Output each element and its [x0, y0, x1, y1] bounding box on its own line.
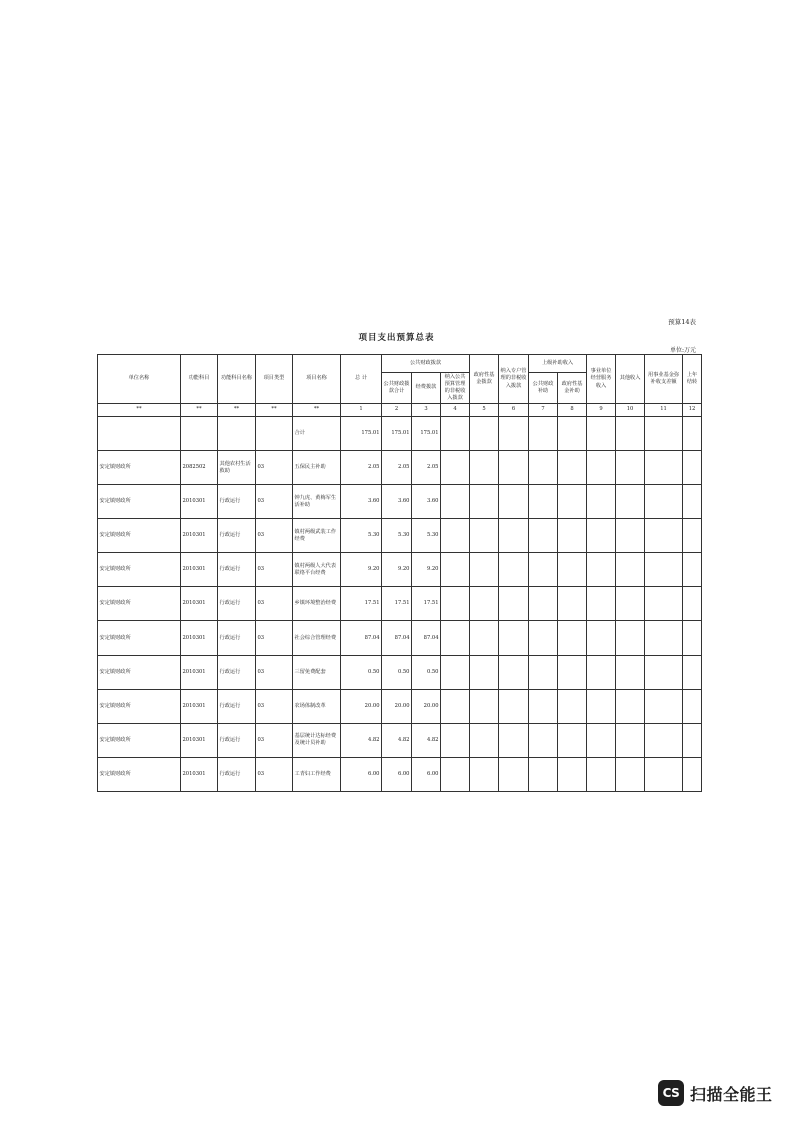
unit-name-cell: 安定镇财政所: [98, 587, 181, 621]
empty-cell: [499, 587, 529, 621]
empty-cell: [499, 757, 529, 791]
empty-cell: [529, 553, 558, 587]
index-cell: 9: [587, 404, 616, 417]
empty-cell: [441, 621, 470, 655]
empty-cell: [645, 655, 683, 689]
empty-cell: [558, 757, 587, 791]
empty-cell: [529, 723, 558, 757]
empty-cell: [558, 723, 587, 757]
header-pub-special: 纳入公共预算管理的非税收入拨款: [441, 373, 470, 404]
unit-name-cell: 安定镇财政所: [98, 621, 181, 655]
empty-cell: [441, 519, 470, 553]
header-proj-type: 项目类型: [256, 355, 293, 404]
table-row: [98, 485, 702, 519]
empty-cell: [181, 417, 218, 451]
total-pub-total: 175.01: [382, 417, 412, 451]
page-title: 项目支出预算总表: [358, 333, 435, 343]
empty-cell: [558, 655, 587, 689]
table-row: [98, 689, 702, 723]
total-cell: 20.00: [341, 689, 382, 723]
unit-label: 单位:万元: [669, 347, 696, 354]
total-cell: 0.50: [341, 655, 382, 689]
table-row: [98, 519, 702, 553]
empty-cell: [558, 689, 587, 723]
empty-cell: [645, 451, 683, 485]
pub-funds-cell: 17.51: [412, 587, 441, 621]
empty-cell: [645, 519, 683, 553]
proj-name-cell: 五保民主补助: [293, 451, 341, 485]
index-cell: 10: [616, 404, 645, 417]
empty-cell: [683, 757, 702, 791]
unit-name-cell: 安定镇财政所: [98, 757, 181, 791]
empty-cell: [587, 587, 616, 621]
pub-total-cell: 4.82: [382, 723, 412, 757]
empty-cell: [683, 417, 702, 451]
empty-cell: [218, 417, 256, 451]
header-higher-sub: 上级补助收入: [529, 355, 587, 373]
header-higher-pub: 公共财政补助: [529, 373, 558, 404]
empty-cell: [616, 553, 645, 587]
proj-type-cell: 03: [256, 757, 293, 791]
header-other-income: 其他收入: [616, 355, 645, 404]
empty-cell: [587, 621, 616, 655]
func-code-cell: 2082502: [181, 451, 218, 485]
unit-name-cell: 安定镇财政所: [98, 485, 181, 519]
header-carryover: 上年结转: [683, 355, 702, 404]
pub-total-cell: 17.51: [382, 587, 412, 621]
empty-cell: [587, 417, 616, 451]
empty-cell: [587, 757, 616, 791]
empty-cell: [256, 417, 293, 451]
empty-cell: [616, 621, 645, 655]
empty-cell: [499, 655, 529, 689]
empty-cell: [683, 723, 702, 757]
index-cell: 12: [683, 404, 702, 417]
empty-cell: [441, 723, 470, 757]
proj-name-cell: 镇村两级武装工作经费: [293, 519, 341, 553]
index-cell: 5: [470, 404, 499, 417]
func-code-cell: 2010301: [181, 587, 218, 621]
proj-type-cell: 03: [256, 621, 293, 655]
func-name-cell: 行政运行: [218, 723, 256, 757]
header-public-fin: 公共财政拨款: [382, 355, 470, 373]
empty-cell: [616, 485, 645, 519]
header-func-name: 功能科目名称: [218, 355, 256, 404]
func-code-cell: 2010301: [181, 519, 218, 553]
empty-cell: [587, 485, 616, 519]
index-cell: **: [218, 404, 256, 417]
table-row: [98, 655, 702, 689]
proj-name-cell: 社会综合管理经费: [293, 621, 341, 655]
empty-cell: [683, 519, 702, 553]
func-code-cell: 2010301: [181, 757, 218, 791]
func-name-cell: 其他农村生活救助: [218, 451, 256, 485]
empty-cell: [645, 689, 683, 723]
empty-cell: [683, 621, 702, 655]
proj-name-cell: 镇村两级人大代表联络平台经费: [293, 553, 341, 587]
empty-cell: [616, 723, 645, 757]
empty-cell: [441, 485, 470, 519]
total-cell: 3.60: [341, 485, 382, 519]
proj-name-cell: 三留免费配套: [293, 655, 341, 689]
empty-cell: [529, 519, 558, 553]
pub-total-cell: 20.00: [382, 689, 412, 723]
empty-cell: [499, 485, 529, 519]
empty-cell: [441, 417, 470, 451]
empty-cell: [645, 587, 683, 621]
empty-cell: [645, 417, 683, 451]
proj-type-cell: 03: [256, 689, 293, 723]
pub-funds-cell: 5.30: [412, 519, 441, 553]
empty-cell: [470, 485, 499, 519]
proj-type-cell: 03: [256, 451, 293, 485]
unit-name-cell: 安定镇财政所: [98, 519, 181, 553]
empty-cell: [683, 689, 702, 723]
empty-cell: [616, 757, 645, 791]
empty-cell: [470, 451, 499, 485]
empty-cell: [529, 655, 558, 689]
empty-cell: [499, 621, 529, 655]
empty-cell: [645, 757, 683, 791]
empty-cell: [558, 519, 587, 553]
empty-cell: [470, 417, 499, 451]
empty-cell: [98, 417, 181, 451]
header-fund-usage: 用事业基金弥补收支差额: [645, 355, 683, 404]
budget-table: [97, 354, 702, 792]
empty-cell: [587, 451, 616, 485]
empty-cell: [470, 587, 499, 621]
empty-cell: [616, 587, 645, 621]
empty-cell: [529, 485, 558, 519]
empty-cell: [683, 655, 702, 689]
proj-type-cell: 03: [256, 655, 293, 689]
header-row-1: [98, 355, 702, 373]
empty-cell: [441, 757, 470, 791]
empty-cell: [441, 451, 470, 485]
table-row: [98, 587, 702, 621]
empty-cell: [683, 485, 702, 519]
func-code-cell: 2010301: [181, 689, 218, 723]
pub-funds-cell: 4.82: [412, 723, 441, 757]
empty-cell: [529, 621, 558, 655]
empty-cell: [470, 723, 499, 757]
index-cell: 11: [645, 404, 683, 417]
unit-name-cell: 安定镇财政所: [98, 451, 181, 485]
proj-type-cell: 03: [256, 519, 293, 553]
index-cell: 1: [341, 404, 382, 417]
index-cell: **: [256, 404, 293, 417]
total-cell: 2.05: [341, 451, 382, 485]
empty-cell: [470, 553, 499, 587]
empty-cell: [529, 689, 558, 723]
header-pub-total: 公共财政拨款合计: [382, 373, 412, 404]
index-cell: 8: [558, 404, 587, 417]
func-name-cell: 行政运行: [218, 519, 256, 553]
pub-funds-cell: 20.00: [412, 689, 441, 723]
total-cell: 87.04: [341, 621, 382, 655]
index-cell: **: [293, 404, 341, 417]
empty-cell: [441, 587, 470, 621]
empty-cell: [499, 689, 529, 723]
unit-name-cell: 安定镇财政所: [98, 723, 181, 757]
index-row: [98, 404, 702, 417]
empty-cell: [441, 689, 470, 723]
total-label: 合计: [293, 417, 341, 451]
empty-cell: [587, 723, 616, 757]
empty-cell: [616, 655, 645, 689]
proj-name-cell: 工青妇工作经费: [293, 757, 341, 791]
proj-name-cell: 基层统计达标经费及统计员补助: [293, 723, 341, 757]
empty-cell: [470, 621, 499, 655]
unit-name-cell: 安定镇财政所: [98, 655, 181, 689]
empty-cell: [558, 417, 587, 451]
empty-cell: [499, 417, 529, 451]
empty-cell: [683, 553, 702, 587]
watermark-text: 扫描全能王: [690, 1084, 773, 1104]
pub-total-cell: 2.05: [382, 451, 412, 485]
empty-cell: [683, 451, 702, 485]
index-cell: 4: [441, 404, 470, 417]
pub-funds-cell: 6.00: [412, 757, 441, 791]
empty-cell: [645, 553, 683, 587]
table-row: [98, 757, 702, 791]
index-cell: 2: [382, 404, 412, 417]
func-name-cell: 行政运行: [218, 757, 256, 791]
empty-cell: [470, 655, 499, 689]
func-code-cell: 2010301: [181, 655, 218, 689]
pub-total-cell: 9.20: [382, 553, 412, 587]
pub-total-cell: 6.00: [382, 757, 412, 791]
func-code-cell: 2010301: [181, 621, 218, 655]
empty-cell: [683, 587, 702, 621]
empty-cell: [587, 553, 616, 587]
proj-type-cell: 03: [256, 723, 293, 757]
empty-cell: [499, 519, 529, 553]
table-row: [98, 553, 702, 587]
empty-cell: [616, 451, 645, 485]
total-pub-funds: 175.01: [412, 417, 441, 451]
header-special-acct: 纳入专户管理的非税收入拨款: [499, 355, 529, 404]
empty-cell: [499, 723, 529, 757]
proj-type-cell: 03: [256, 485, 293, 519]
table-row: [98, 451, 702, 485]
header-higher-gov: 政府性基金补助: [558, 373, 587, 404]
empty-cell: [558, 587, 587, 621]
empty-cell: [529, 757, 558, 791]
empty-cell: [470, 689, 499, 723]
unit-name-cell: 安定镇财政所: [98, 689, 181, 723]
func-code-cell: 2010301: [181, 485, 218, 519]
empty-cell: [616, 417, 645, 451]
pub-funds-cell: 3.60: [412, 485, 441, 519]
index-cell: 6: [499, 404, 529, 417]
total-cell: 6.00: [341, 757, 382, 791]
index-cell: 7: [529, 404, 558, 417]
total-amount: 175.01: [341, 417, 382, 451]
unit-name-cell: 安定镇财政所: [98, 553, 181, 587]
header-func-code: 功能科目: [181, 355, 218, 404]
empty-cell: [645, 621, 683, 655]
empty-cell: [529, 587, 558, 621]
proj-name-cell: 农场体制改革: [293, 689, 341, 723]
header-unit-name: 单位名称: [98, 355, 181, 404]
empty-cell: [558, 553, 587, 587]
pub-funds-cell: 9.20: [412, 553, 441, 587]
total-row: [98, 417, 702, 451]
proj-type-cell: 03: [256, 587, 293, 621]
total-cell: 4.82: [341, 723, 382, 757]
total-cell: 17.51: [341, 587, 382, 621]
empty-cell: [441, 553, 470, 587]
func-name-cell: 行政运行: [218, 621, 256, 655]
proj-type-cell: 03: [256, 553, 293, 587]
cs-logo-icon: CS: [658, 1080, 684, 1106]
empty-cell: [616, 689, 645, 723]
empty-cell: [616, 519, 645, 553]
empty-cell: [558, 621, 587, 655]
func-code-cell: 2010301: [181, 723, 218, 757]
index-cell: 3: [412, 404, 441, 417]
func-name-cell: 行政运行: [218, 655, 256, 689]
table-row: [98, 723, 702, 757]
empty-cell: [470, 519, 499, 553]
empty-cell: [587, 655, 616, 689]
empty-cell: [587, 519, 616, 553]
pub-funds-cell: 0.50: [412, 655, 441, 689]
total-cell: 5.30: [341, 519, 382, 553]
header-total: 总 计: [341, 355, 382, 404]
empty-cell: [470, 757, 499, 791]
func-name-cell: 行政运行: [218, 587, 256, 621]
pub-total-cell: 87.04: [382, 621, 412, 655]
header-pub-funds: 经费拨款: [412, 373, 441, 404]
func-code-cell: 2010301: [181, 553, 218, 587]
document-number: 预算14表: [668, 318, 696, 326]
empty-cell: [645, 485, 683, 519]
pub-funds-cell: 2.05: [412, 451, 441, 485]
index-cell: **: [181, 404, 218, 417]
func-name-cell: 行政运行: [218, 553, 256, 587]
proj-name-cell: 钟九虎、黄梅军生活补助: [293, 485, 341, 519]
empty-cell: [558, 451, 587, 485]
proj-name-cell: 乡镇环境整治经费: [293, 587, 341, 621]
total-cell: 9.20: [341, 553, 382, 587]
pub-funds-cell: 87.04: [412, 621, 441, 655]
func-name-cell: 行政运行: [218, 689, 256, 723]
header-proj-name: 项目名称: [293, 355, 341, 404]
header-gov-fund: 政府性基金拨款: [470, 355, 499, 404]
table-row: [98, 621, 702, 655]
scanner-watermark: [658, 1080, 773, 1106]
empty-cell: [529, 417, 558, 451]
empty-cell: [645, 723, 683, 757]
pub-total-cell: 3.60: [382, 485, 412, 519]
pub-total-cell: 0.50: [382, 655, 412, 689]
func-name-cell: 行政运行: [218, 485, 256, 519]
empty-cell: [441, 655, 470, 689]
empty-cell: [499, 553, 529, 587]
empty-cell: [499, 451, 529, 485]
header-inst-income: 事业单位经营服务收入: [587, 355, 616, 404]
empty-cell: [558, 485, 587, 519]
empty-cell: [529, 451, 558, 485]
index-cell: **: [98, 404, 181, 417]
pub-total-cell: 5.30: [382, 519, 412, 553]
empty-cell: [587, 689, 616, 723]
